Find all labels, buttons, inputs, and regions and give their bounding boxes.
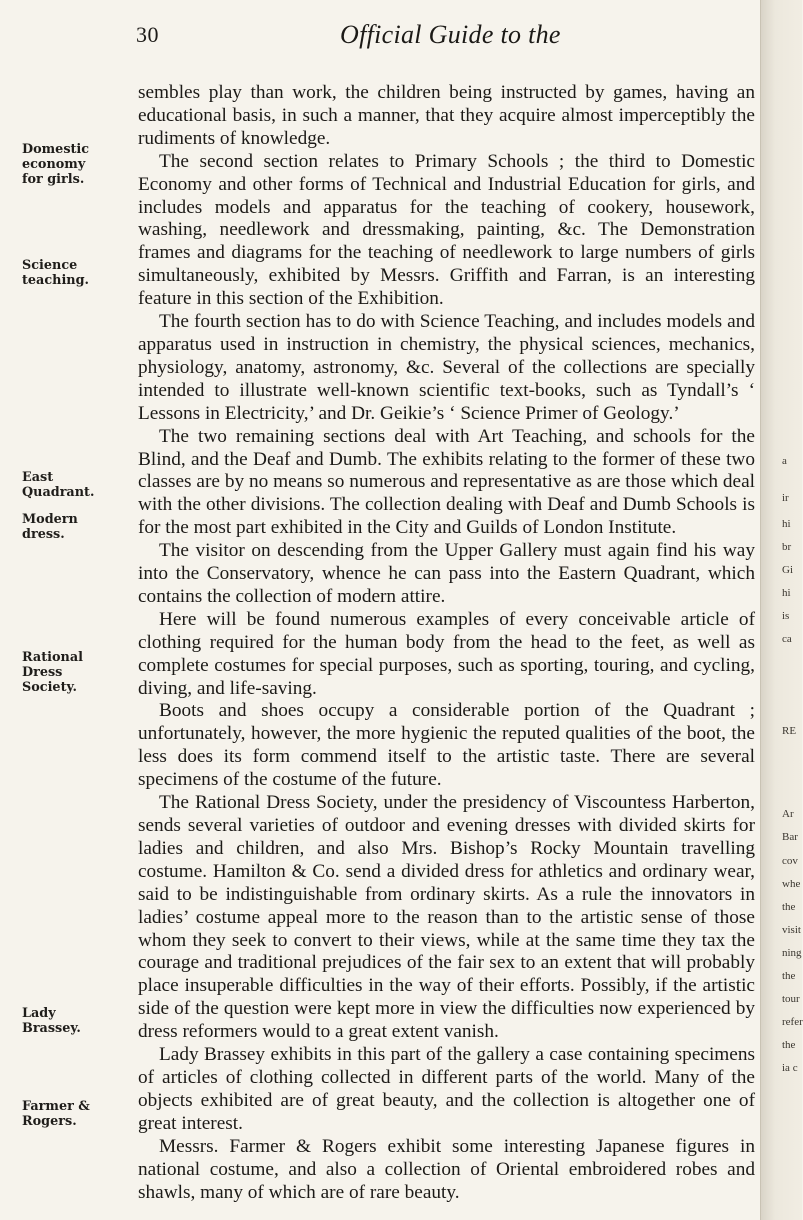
edge-fragment: br [782,541,792,553]
margin-note-modern-dress: Modern dress. [22,512,78,542]
margin-note-lady-brassey: Lady Brassey. [22,1006,81,1036]
page-number: 30 [136,22,159,47]
edge-fragment: hi [782,587,791,599]
edge-fragment: the [782,970,796,982]
edge-fragment: ia c [782,1062,798,1074]
paragraph: Boots and shoes occupy a considerable portion of the Quadrant ; unfortunately, however, the more hygienic the reputed qualities of the boot, the less does its form commend itself to the artistic taste. There are several specimens of the costume of the future. [138,700,755,791]
edge-fragment: the [782,1039,796,1051]
edge-fragment: hi [782,518,791,530]
edge-fragment: Ar [782,808,794,820]
margin-note-farmer-rogers: Farmer & Rogers. [22,1099,90,1129]
edge-fragment: refer [782,1016,803,1028]
edge-fragment: the [782,901,796,913]
edge-fragment: Bar [782,831,798,843]
paragraph: Lady Brassey exhibits in this part of the gallery a case containing specimens of articles of clothing collected in different parts of the world. Many of the objects exhibited are of great beauty, and the collection is altogether one of great interest. [138,1044,755,1134]
edge-fragment: visit [782,924,801,936]
edge-fragment: Gi [782,564,793,576]
paragraph: The visitor on descending from the Upper Gallery must again find his way into the Conservatory, whence he can pass into the Eastern Quadrant, which contains the collection of modern attire. [138,540,755,607]
paragraph: The fourth section has to do with Science Teaching, and includes models and apparatus used in instruction in chemistry, the physical sciences, mechanics, physiology, anatomy, astronomy, &c. Several of the collections are specially intended to illustrate well-known scientific text-books, such as Tyndall’s ‘ Lessons in Electricity,’ and Dr. Geikie’s ‘ Science Primer of Geology.’ [138,311,755,424]
margin-note-rational-dress: Rational Dress Society. [22,650,83,695]
margin-note-east-quadrant: East Quadrant. [22,470,95,500]
paragraph: Messrs. Farmer & Rogers exhibit some interesting Japanese figures in national costume, and also a collection of Oriental embroidered robes and shawls, many of which are of rare beauty. [138,1135,755,1203]
edge-fragment: whe [782,878,801,890]
edge-fragment: ning [782,947,802,959]
body-text [138,82,755,1204]
margin-note-science-teaching: Science teaching. [22,258,90,288]
paragraph: The Rational Dress Society, under the presidency of Viscountess Harberton, sends several varieties of outdoor and evening dresses with divided skirts for ladies and children, and also Mrs. Bishop’s Rocky Mountain travelling costume. Hamilton & Co. send a divided dress for athletics and ordinary wear, said to be indistinguishable from ordinary skirts. As a rule the innovators in ladies’ costume appeal more to the reason than to the artistic sense of those whom they seek to convert to their views, while at the same time they tax the courage and traditional prejudices of the fair sex to an extent that will probably place insuperable difficulties in the way of their efforts. Possibly, if the artistic side of the question were kept more in view the difficulties now experienced by dress reformers would to a great extent vanish. [138,792,755,1043]
edge-fragment: is [782,610,790,622]
edge-fragment: cov [782,855,798,867]
edge-fragment: ca [782,633,792,645]
paragraph: The second section relates to Primary Schools ; the third to Domestic Economy and other forms of Technical and Industrial Education for girls, and includes models and apparatus for the teaching of cookery, housework, washing, needlework and dressmaking, painting, &c. The Demonstration frames and diagrams for the teaching of needlework to large numbers of girls simultaneously, exhibited by Messrs. Griffith and Farran, is an interesting feature in this section of the Exhibition. [138,150,755,310]
running-title: Official Guide to the [340,20,561,49]
page-header [0,12,801,52]
edge-fragment: a [782,455,787,467]
paragraph: sembles play than work, the children being instructed by games, having an educational basis, in such a manner, that they acquire almost imperceptibly the rudiments of knowledge. [138,82,755,149]
paragraph: The two remaining sections deal with Art Teaching, and schools for the Blind, and the Deaf and Dumb. The exhibits relating to the former of these two classes are by no means so numerous and representative as are those which deal with the other divisions. The collection dealing with Deaf and Dumb Schools is for the most part exhibited in the City and Guilds of London Institute. [138,425,755,539]
edge-fragment: tour [782,993,800,1005]
edge-fragment: RE [782,725,797,737]
paragraph: Here will be found numerous examples of every conceivable article of clothing required for the human body from the head to the feet, as well as complete costumes for special purposes, such as sporting, touring, and cycling, diving, and life-saving. [138,608,755,699]
edge-fragment: ir [782,492,789,504]
margin-note-domestic-economy: Domestic economy for girls. [22,142,90,187]
